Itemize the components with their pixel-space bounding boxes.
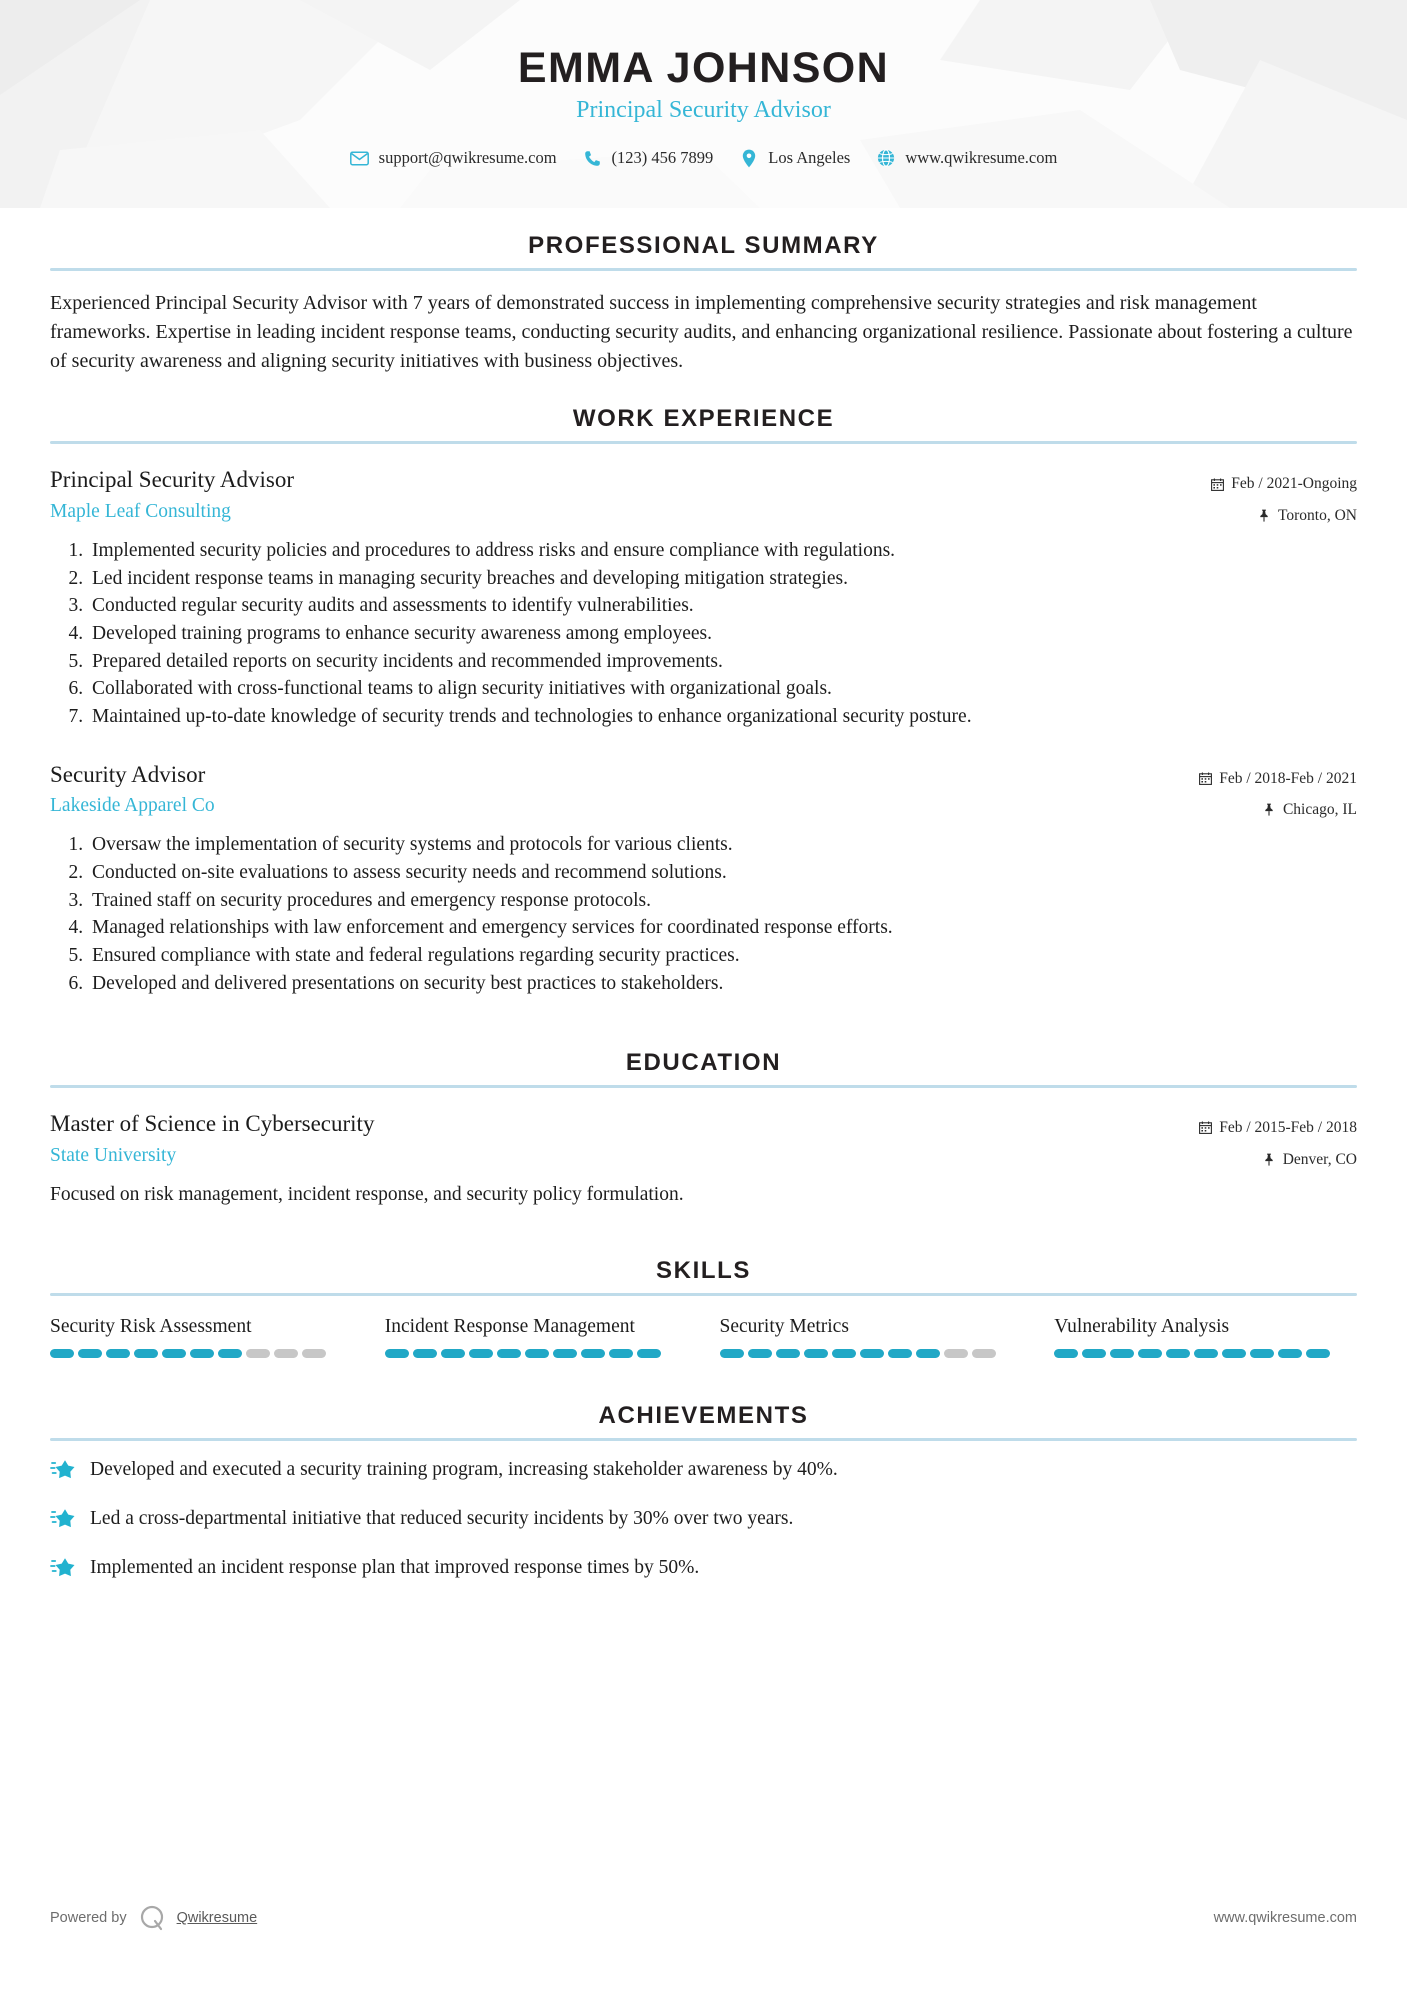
summary-text: Experienced Principal Security Advisor with 7 years of demonstrated success in implementing comprehensive security strategies and risk management frameworks. Expertise in leading incident response teams, conducting security audits, and enhancing organizational resilience. Passionate about fostering a culture of security awareness and aligning security initiatives with business objectives. (50, 292, 1353, 372)
experience-entry-header (50, 761, 1357, 822)
skill-name: Vulnerability Analysis (1054, 1315, 1230, 1337)
skill-pip (832, 1349, 856, 1358)
experience-entry (50, 466, 1357, 730)
powered-by-label: Powered by (50, 1910, 127, 1926)
skill-rating-bar (385, 1349, 688, 1358)
skill-pip (274, 1349, 298, 1358)
experience-location-text: Toronto, ON (1278, 506, 1357, 524)
resume-body (0, 232, 1407, 1582)
experience-role: Principal Security Advisor (50, 467, 295, 493)
qwikresume-logo-icon (139, 1904, 167, 1932)
skill-pip (78, 1349, 102, 1358)
skill-pip (916, 1349, 940, 1358)
experience-dates (1198, 767, 1357, 790)
experience-company: Maple Leaf Consulting (50, 501, 231, 523)
skill-pip (246, 1349, 270, 1358)
section-divider (50, 1293, 1357, 1296)
envelope-icon (350, 149, 369, 168)
skill-pip (1306, 1349, 1330, 1358)
globe-icon (876, 149, 895, 168)
section-divider (50, 1085, 1357, 1088)
list-item: 3. Trained staff on security procedures and emergency response protocols. (88, 887, 1357, 915)
skill-pip (720, 1349, 744, 1358)
skill-pip (1250, 1349, 1274, 1358)
star-badge-icon (50, 1458, 76, 1484)
experience-dates-text: Feb / 2018-Feb / 2021 (1219, 769, 1357, 787)
list-item (50, 1457, 1357, 1484)
skill-name: Incident Response Management (384, 1315, 635, 1337)
skill-pip (776, 1349, 800, 1358)
experience-location-text: Chicago, IL (1282, 800, 1357, 818)
skill-pip (441, 1349, 465, 1358)
contact-email[interactable] (350, 149, 557, 168)
skill-item (385, 1314, 688, 1358)
list-item: 2. Led incident response teams in managing security breaches and developing mitigation strategies. (88, 565, 1357, 593)
section-divider (50, 268, 1357, 271)
skill-name: Security Risk Assessment (50, 1315, 252, 1337)
list-item: 4. Managed relationships with law enforcement and emergency services for coordinated response efforts. (88, 914, 1357, 942)
skill-pip (525, 1349, 549, 1358)
experience-bullets (50, 537, 1357, 731)
section-professional-summary (50, 232, 1357, 375)
skill-pip (1194, 1349, 1218, 1358)
education-entry (50, 1110, 1357, 1208)
skill-pip (302, 1349, 326, 1358)
section-education (50, 1049, 1357, 1208)
experience-company: Lakeside Apparel Co (50, 795, 215, 817)
list-item: 6. Developed and delivered presentations on security best practices to stakeholders. (88, 970, 1357, 998)
list-item: 2. Conducted on-site evaluations to assess security needs and recommend solutions. (88, 859, 1357, 887)
skill-rating-bar (720, 1349, 1023, 1358)
experience-dates-text: Feb / 2021-Ongoing (1231, 475, 1357, 493)
education-school: State University (50, 1145, 177, 1167)
skill-pip (637, 1349, 661, 1358)
experience-dates (1210, 472, 1357, 495)
experience-entry-left (50, 761, 1198, 820)
section-work-experience (50, 405, 1357, 997)
qwikresume-brand-link[interactable]: Qwikresume (176, 1910, 258, 1926)
calendar-icon (1198, 1121, 1212, 1135)
skills-grid (50, 1314, 1357, 1358)
skill-pip (413, 1349, 437, 1358)
section-title-skills: SKILLS (656, 1256, 751, 1284)
list-item: 7. Maintained up-to-date knowledge of security trends and technologies to enhance organizational security posture. (88, 703, 1357, 731)
skill-pip (944, 1349, 968, 1358)
skill-pip (218, 1349, 242, 1358)
skill-item (1054, 1314, 1357, 1358)
skill-pip (1278, 1349, 1302, 1358)
skill-pip (1166, 1349, 1190, 1358)
experience-role: Security Advisor (50, 761, 206, 787)
education-entry-header (50, 1110, 1357, 1171)
skill-pip (190, 1349, 214, 1358)
education-dates (1198, 1116, 1357, 1139)
pushpin-icon (1262, 803, 1276, 817)
pushpin-icon (1257, 508, 1271, 522)
skill-item (720, 1314, 1023, 1358)
list-item: 5. Prepared detailed reports on security incidents and recommended improvements. (88, 648, 1357, 676)
skill-pip (50, 1349, 74, 1358)
skill-pip (469, 1349, 493, 1358)
skill-pip (1054, 1349, 1078, 1358)
calendar-icon (1210, 477, 1224, 491)
list-item: 1. Implemented security policies and procedures to address risks and ensure compliance with regulations. (88, 537, 1357, 565)
contact-location-text: Los Angeles (768, 148, 851, 168)
star-badge-icon (50, 1556, 76, 1582)
section-skills (50, 1257, 1357, 1358)
section-title-work-experience: WORK EXPERIENCE (572, 405, 835, 433)
contact-website-text: www.qwikresume.com (905, 148, 1058, 168)
achievement-text: Implemented an incident response plan that improved response times by 50%. (90, 1556, 700, 1578)
education-dates-text: Feb / 2015-Feb / 2018 (1219, 1119, 1357, 1137)
list-item: 5. Ensured compliance with state and federal regulations regarding security practices. (88, 942, 1357, 970)
skill-pip (748, 1349, 772, 1358)
list-item: 6. Collaborated with cross-functional teams to align security initiatives with organizational goals. (88, 675, 1357, 703)
skill-pip (804, 1349, 828, 1358)
achievement-text: Led a cross-departmental initiative that reduced security incidents by 30% over two years. (90, 1507, 794, 1529)
skill-item (50, 1314, 353, 1358)
list-item (50, 1506, 1357, 1533)
contact-row (0, 149, 1407, 168)
list-item: 1. Oversaw the implementation of security systems and protocols for various clients. (88, 831, 1357, 859)
skill-pip (972, 1349, 996, 1358)
skill-pip (385, 1349, 409, 1358)
skill-pip (553, 1349, 577, 1358)
footer-website: www.qwikresume.com (1213, 1910, 1357, 1926)
skill-rating-bar (50, 1349, 353, 1358)
experience-entry-meta (1198, 761, 1357, 822)
contact-website[interactable] (876, 149, 1057, 168)
skill-pip (497, 1349, 521, 1358)
experience-entry (50, 761, 1357, 998)
contact-email-text: support@qwikresume.com (378, 148, 557, 168)
phone-icon (583, 149, 602, 168)
skill-name: Security Metrics (719, 1315, 849, 1337)
section-title-summary: PROFESSIONAL SUMMARY (528, 232, 879, 259)
contact-phone[interactable] (583, 149, 714, 168)
list-item (50, 1555, 1357, 1582)
achievements-list (50, 1457, 1357, 1582)
education-note: Focused on risk management, incident response, and security policy formulation. (50, 1183, 684, 1205)
experience-entry-left (50, 466, 1210, 525)
header-banner (0, 0, 1407, 208)
section-title-education: EDUCATION (625, 1049, 782, 1077)
pushpin-icon (1262, 1152, 1276, 1166)
calendar-icon (1198, 771, 1212, 785)
skill-pip (134, 1349, 158, 1358)
education-entry-left (50, 1110, 1198, 1169)
star-badge-icon (50, 1507, 76, 1533)
skill-pip (860, 1349, 884, 1358)
section-divider (50, 1438, 1357, 1441)
list-item: 4. Developed training programs to enhance security awareness among employees. (88, 620, 1357, 648)
achievement-text: Developed and executed a security training program, increasing stakeholder awareness by 40%. (90, 1458, 838, 1480)
section-achievements (50, 1402, 1357, 1582)
education-entry-meta (1198, 1110, 1357, 1171)
experience-bullets (50, 831, 1357, 997)
section-divider (50, 441, 1357, 444)
skill-pip (106, 1349, 130, 1358)
experience-entry-meta (1210, 466, 1357, 527)
education-degree: Master of Science in Cybersecurity (50, 1111, 375, 1137)
section-title-achievements: ACHIEVEMENTS (598, 1401, 809, 1429)
education-location (1198, 1148, 1357, 1171)
footer-branding (50, 1904, 257, 1932)
map-pin-icon (739, 149, 758, 168)
skill-rating-bar (1054, 1349, 1357, 1358)
skill-pip (609, 1349, 633, 1358)
skill-pip (1222, 1349, 1246, 1358)
skill-pip (162, 1349, 186, 1358)
page-title: EMMA JOHNSON (517, 44, 890, 92)
skill-pip (888, 1349, 912, 1358)
job-title: Principal Security Advisor (576, 97, 831, 124)
contact-location (739, 149, 850, 168)
experience-location (1198, 798, 1357, 821)
page-footer (50, 1904, 1357, 1932)
skill-pip (1082, 1349, 1106, 1358)
experience-entry-header (50, 466, 1357, 527)
experience-location (1210, 504, 1357, 527)
contact-phone-text: (123) 456 7899 (611, 148, 714, 168)
education-location-text: Denver, CO (1282, 1150, 1357, 1168)
skill-pip (581, 1349, 605, 1358)
skill-pip (1138, 1349, 1162, 1358)
skill-pip (1110, 1349, 1134, 1358)
list-item: 3. Conducted regular security audits and assessments to identify vulnerabilities. (88, 592, 1357, 620)
